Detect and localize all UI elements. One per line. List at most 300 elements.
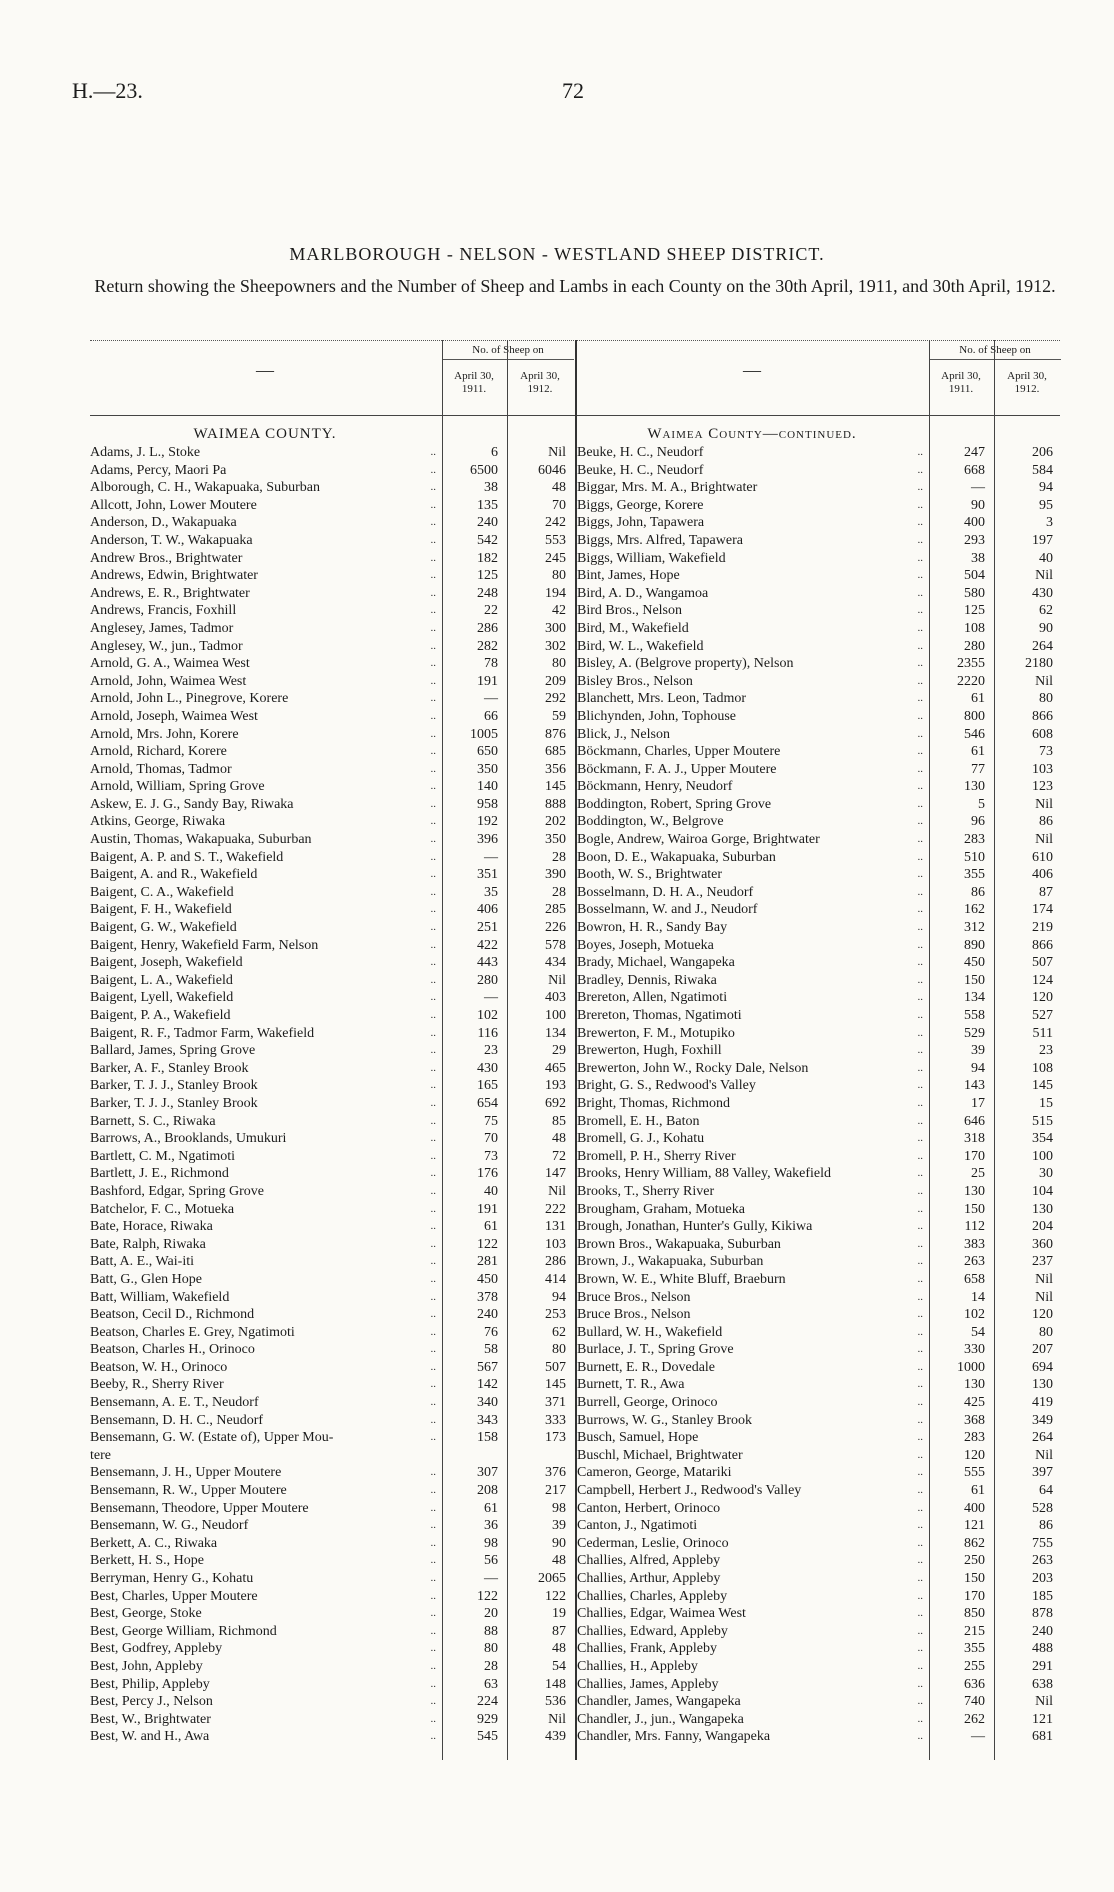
table-row [577, 866, 1060, 884]
table-row [577, 444, 1060, 462]
sheep-count-1912: 350 [545, 832, 566, 848]
owner-name: Arnold, Richard, Korere [90, 744, 227, 760]
sheep-count-1911: 2220 [957, 673, 985, 689]
table-row [90, 1236, 575, 1254]
sheep-count-1911: 66 [484, 708, 498, 724]
owner-name: Arnold, William, Spring Grove [90, 779, 265, 795]
sheep-count-1912: 2065 [538, 1571, 566, 1586]
owner-name: Baigent, Lyell, Wakefield [90, 990, 234, 1006]
sheep-count-1912: 376 [545, 1465, 566, 1481]
leader-dots: .. [430, 850, 436, 863]
owner-name: Bogle, Andrew, Wairoa Gorge, Brightwater [577, 832, 820, 848]
table-row [577, 1218, 1060, 1236]
sheep-count-1912: 507 [545, 1359, 566, 1375]
owner-name: Bensemann, J. H., Upper Moutere [90, 1465, 282, 1481]
leader-dots: .. [917, 621, 923, 634]
table-row [577, 1394, 1060, 1412]
sheep-count-1912: 145 [545, 1377, 566, 1393]
sheep-count-1912: 120 [1032, 990, 1053, 1006]
sheep-count-1911: 368 [964, 1412, 985, 1428]
owner-name: Challies, Edward, Appleby [577, 1623, 728, 1639]
owner-name: Arnold, Mrs. John, Korere [90, 726, 239, 742]
table-row [577, 796, 1060, 814]
table-row [577, 1113, 1060, 1131]
owner-name: Barrows, A., Brooklands, Umukuri [90, 1131, 287, 1147]
table-row [577, 532, 1060, 550]
table-row [577, 1464, 1060, 1482]
leader-dots: .. [430, 903, 436, 916]
sheep-count-1912: 360 [1032, 1236, 1053, 1252]
sheep-count-1912: 121 [1032, 1711, 1053, 1727]
sheep-count-1911: 430 [477, 1060, 498, 1076]
table-row [577, 901, 1060, 919]
sheep-count-1912: 692 [545, 1095, 566, 1111]
sheep-count-1912: 507 [1032, 955, 1053, 971]
owner-name: Biggs, Mrs. Alfred, Tapawera [577, 532, 743, 548]
owner-name: Challies, H., Appleby [577, 1658, 698, 1674]
sheep-count-1912: Nil [1035, 796, 1053, 812]
table-row [90, 1306, 575, 1324]
sheep-count-1911: 740 [964, 1694, 985, 1710]
sheep-count-1911: 250 [964, 1553, 985, 1569]
owner-name: Barker, T. J. J., Stanley Brook [90, 1095, 258, 1111]
leader-dots: .. [430, 956, 436, 969]
sheep-count-1911: 378 [477, 1289, 498, 1305]
table-row [90, 1271, 575, 1289]
leader-dots: .. [430, 621, 436, 634]
table-row [577, 726, 1060, 744]
sheep-count-1911: 280 [477, 972, 498, 988]
sheep-count-1912: 120 [1032, 1307, 1053, 1323]
owner-name: Adams, J. L., Stoke [90, 445, 201, 460]
table-row [577, 1306, 1060, 1324]
owner-name: Bartlett, C. M., Ngatimoti [90, 1148, 236, 1164]
owner-name: Chandler, James, Wangapeka [577, 1694, 741, 1710]
owner-name: Bosselmann, W. and J., Neudorf [577, 902, 758, 918]
sheep-count-1911: 191 [477, 1201, 498, 1217]
sheep-count-1912: 40 [1039, 550, 1053, 566]
sheep-count-1912: 23 [1039, 1043, 1053, 1059]
leader-dots: .. [430, 1343, 436, 1356]
owner-name: Arnold, Thomas, Tadmor [90, 761, 232, 777]
table-row [577, 1025, 1060, 1043]
leader-dots: .. [917, 1044, 923, 1057]
table-row [577, 831, 1060, 849]
table-row [577, 1341, 1060, 1359]
table-row [90, 1253, 575, 1271]
sheep-count-1912: 100 [1032, 1148, 1053, 1164]
sheep-count-1911: 247 [964, 445, 985, 460]
owner-name: Brewerton, John W., Rocky Dale, Nelson [577, 1060, 809, 1076]
sheep-count-1912: 465 [545, 1060, 566, 1076]
sheep-count-1911: 800 [964, 708, 985, 724]
owner-name: Bruce Bros., Nelson [577, 1307, 691, 1323]
sheep-count-1912: 59 [552, 708, 566, 724]
sheep-count-1911: 102 [964, 1307, 985, 1323]
leader-dots: .. [430, 1607, 436, 1620]
sheep-count-1912: 264 [1032, 1430, 1053, 1446]
sheep-count-1912: 878 [1032, 1606, 1053, 1622]
sheep-count-1912: 202 [545, 814, 566, 830]
table-row [90, 1165, 575, 1183]
sheep-count-1911: 293 [964, 532, 985, 548]
county-heading-continued: Waimea County—continued. [647, 426, 857, 442]
sheep-count-1912: 48 [552, 1553, 566, 1569]
owner-name: Anderson, D., Wakapuaka [90, 515, 237, 531]
owner-name: Brereton, Thomas, Ngatimoti [577, 1008, 742, 1023]
page-header [72, 78, 1042, 108]
leader-dots: .. [430, 991, 436, 1004]
leader-dots: .. [917, 1149, 923, 1162]
table-row [90, 1623, 575, 1641]
sheep-count-1911: 248 [477, 585, 498, 601]
sheep-count-1911: 70 [484, 1131, 498, 1147]
leader-dots: .. [917, 1167, 923, 1180]
leader-dots: .. [430, 1290, 436, 1303]
sheep-count-1912: 130 [1032, 1377, 1053, 1393]
sheep-count-1912: 90 [1039, 620, 1053, 636]
sheep-count-1911: 78 [484, 656, 498, 672]
sheep-count-1911: 255 [964, 1658, 985, 1674]
table-row [577, 1517, 1060, 1535]
owner-name: Bright, Thomas, Richmond [577, 1095, 730, 1111]
leader-dots: .. [430, 1519, 436, 1532]
table-row [90, 444, 575, 462]
leader-dots: .. [917, 1589, 923, 1602]
owner-name: Andrews, Francis, Foxhill [90, 603, 237, 619]
sheep-count-1912: 145 [545, 779, 566, 795]
owner-name: Best, W., Brightwater [90, 1711, 211, 1727]
table-row [577, 1728, 1060, 1746]
table-row [577, 1095, 1060, 1113]
table-row [90, 655, 575, 673]
owner-name: Askew, E. J. G., Sandy Bay, Riwaka [90, 796, 294, 812]
sheep-count-1911: 1005 [470, 726, 498, 742]
sheep-count-1912: Nil [548, 445, 566, 460]
table-row [577, 937, 1060, 955]
owner-name: Cameron, George, Matariki [577, 1465, 732, 1481]
sheep-count-1912: 414 [545, 1271, 566, 1287]
table-row [577, 972, 1060, 990]
owner-name: Bensemann, D. H. C., Neudorf [90, 1412, 264, 1428]
sheep-count-1911: 529 [964, 1025, 985, 1041]
sheep-count-1912: Nil [1035, 832, 1053, 848]
sheep-count-1911: 208 [477, 1483, 498, 1499]
owner-name: Boddington, W., Belgrove [577, 814, 724, 830]
sheep-count-1911: 61 [971, 744, 985, 760]
table-row [577, 655, 1060, 673]
leader-dots: .. [917, 727, 923, 740]
owner-name: Challies, Arthur, Appleby [577, 1571, 721, 1586]
leader-dots: .. [430, 1044, 436, 1057]
sheep-count-1911: 108 [964, 620, 985, 636]
leader-dots: .. [430, 533, 436, 546]
sheep-count-1911: 150 [964, 1201, 985, 1217]
sheep-count-1912: 123 [1032, 779, 1053, 795]
leader-dots: .. [430, 1659, 436, 1672]
sheep-count-1911: 90 [971, 497, 985, 513]
owner-name: Best, W. and H., Awa [90, 1729, 210, 1745]
leader-dots: .. [917, 516, 923, 529]
sheep-count-1912: 237 [1032, 1254, 1053, 1270]
leader-dots: .. [917, 709, 923, 722]
table-row [577, 1007, 1060, 1025]
sheep-count-1911: 850 [964, 1606, 985, 1622]
sheep-count-1911: 22 [484, 603, 498, 619]
owner-name: Bowron, H. R., Sandy Bay [577, 920, 728, 936]
table-row [90, 585, 575, 603]
leader-dots: .. [430, 1431, 436, 1444]
sheep-count-1912: 147 [545, 1166, 566, 1182]
owner-name: Alborough, C. H., Wakapuaka, Suburban [90, 480, 320, 496]
sheep-count-1912: 194 [545, 585, 566, 601]
sheep-count-1912: 694 [1032, 1359, 1053, 1375]
sheep-count-1912: 173 [545, 1430, 566, 1446]
leader-dots: .. [917, 1272, 923, 1285]
sheep-count-1912: 608 [1032, 726, 1053, 742]
owner-name: Beeby, R., Sherry River [90, 1377, 224, 1393]
sheep-count-1911: 20 [484, 1606, 498, 1622]
table-row [90, 849, 575, 867]
table-row [90, 813, 575, 831]
sheep-count-1912: 888 [545, 796, 566, 812]
owner-name: Busch, Samuel, Hope [577, 1430, 699, 1446]
sheep-count-1911: 150 [964, 1571, 985, 1586]
sheep-count-1912: 70 [552, 497, 566, 513]
owner-name: Biggar, Mrs. M. A., Brightwater [577, 480, 758, 496]
sheep-count-1911: 318 [964, 1131, 985, 1147]
sheep-count-1912: 222 [545, 1201, 566, 1217]
leader-dots: .. [430, 1378, 436, 1391]
leader-dots: .. [430, 1396, 436, 1409]
owner-name: Böckmann, Charles, Upper Moutere [577, 744, 781, 760]
sheep-count-1911: 400 [964, 515, 985, 531]
leader-dots: .. [917, 1009, 923, 1021]
owner-name: Buschl, Michael, Brightwater [577, 1447, 743, 1463]
table-row [577, 1376, 1060, 1394]
owner-name: Anderson, T. W., Wakapuaka [90, 532, 253, 548]
table-row [90, 1376, 575, 1394]
table-row [90, 1077, 575, 1095]
leader-dots: .. [430, 1466, 436, 1479]
owner-name: Blichynden, John, Tophouse [577, 708, 736, 724]
sheep-count-1912: 48 [552, 480, 566, 496]
table-row [90, 1042, 575, 1060]
sheep-count-1912: 866 [1032, 937, 1053, 953]
leader-dots: .. [430, 1554, 436, 1567]
table-row [90, 1095, 575, 1113]
table-row [577, 1570, 1060, 1588]
owner-name: Bright, G. S., Redwood's Valley [577, 1078, 756, 1094]
table-row [577, 497, 1060, 515]
leader-dots: .. [917, 692, 923, 705]
sheep-count-1912: Nil [1035, 568, 1053, 584]
leader-dots: .. [430, 797, 436, 810]
leader-dots: .. [430, 1572, 436, 1584]
table-row [90, 1113, 575, 1131]
leader-dots: .. [430, 1484, 436, 1497]
table-row [577, 954, 1060, 972]
table-row [577, 1060, 1060, 1078]
sheep-count-1911: 340 [477, 1395, 498, 1411]
table-row [577, 1042, 1060, 1060]
sheep-count-1911: 158 [477, 1430, 498, 1446]
owner-name: Campbell, Herbert J., Redwood's Valley [577, 1483, 802, 1499]
sheep-count-1912: 578 [545, 937, 566, 953]
county-heading: WAIMEA COUNTY. [193, 426, 337, 442]
sheep-count-1912: 217 [545, 1483, 566, 1499]
table-row [577, 1148, 1060, 1166]
sheep-count-1911: 54 [971, 1324, 985, 1340]
owner-name: Bashford, Edgar, Spring Grove [90, 1183, 265, 1199]
sheep-count-1911: 162 [964, 902, 985, 918]
table-row [90, 1588, 575, 1606]
sheep-count-1911: 355 [964, 1641, 985, 1657]
sheep-count-1912: 638 [1032, 1676, 1053, 1692]
sheep-count-1911: 558 [964, 1008, 985, 1023]
sheep-count-1911: — [484, 849, 498, 865]
leader-dots: .. [917, 1413, 923, 1426]
leader-dots: .. [917, 1308, 923, 1321]
sheep-count-1911: 192 [477, 814, 498, 830]
sheep-count-1911: 307 [477, 1465, 498, 1481]
owner-name: Brewerton, F. M., Motupiko [577, 1025, 735, 1041]
sheep-count-1911: 650 [477, 744, 498, 760]
sheep-count-1911: 312 [964, 920, 985, 936]
table-row [90, 1482, 575, 1500]
owner-name: Barnett, S. C., Riwaka [90, 1113, 216, 1129]
table-row [90, 1711, 575, 1729]
leader-dots: .. [917, 586, 923, 599]
left-owner-list [90, 444, 575, 1746]
sheep-count-1911: 176 [477, 1166, 498, 1182]
sheep-count-1911: 182 [477, 550, 498, 566]
sheep-count-1912: 333 [545, 1412, 566, 1428]
sheep-count-1911: 580 [964, 585, 985, 601]
owner-name: Atkins, George, Riwaka [90, 814, 226, 830]
owner-name: Best, George, Stoke [90, 1606, 202, 1622]
sheep-count-1911: 63 [484, 1676, 498, 1692]
table-row [577, 1658, 1060, 1676]
owner-name: Boddington, Robert, Spring Grove [577, 796, 772, 812]
table-row [90, 1412, 575, 1430]
sheep-count-1912: 226 [545, 920, 566, 936]
page-title: MARLBOROUGH - NELSON - WESTLAND SHEEP DISTRICT. [289, 244, 825, 264]
table-row [90, 1464, 575, 1482]
sheep-count-1912: 528 [1032, 1500, 1053, 1516]
table-row [577, 673, 1060, 691]
leader-dots: .. [430, 1413, 436, 1426]
table-row [90, 1394, 575, 1412]
sheep-count-1911: 958 [477, 796, 498, 812]
table-row [90, 1201, 575, 1219]
leader-dots: .. [917, 903, 923, 916]
leader-dots: .. [430, 569, 436, 582]
sheep-count-1912: 242 [545, 515, 566, 531]
owner-name: Bruce Bros., Nelson [577, 1289, 691, 1305]
owner-name: Baigent, F. H., Wakefield [90, 902, 232, 918]
owner-name: Austin, Thomas, Wakapuaka, Suburban [90, 832, 312, 848]
leader-dots: .. [917, 1290, 923, 1303]
leader-dots: .. [917, 498, 923, 511]
table-row [90, 1130, 575, 1148]
sheep-count-1911: 40 [484, 1183, 498, 1199]
owner-name: Biggs, George, Korere [577, 497, 704, 513]
owner-name: Best, Godfrey, Appleby [90, 1641, 223, 1657]
sheep-count-1911: 343 [477, 1412, 498, 1428]
sheep-count-1912: 302 [545, 638, 566, 654]
owner-name: Baigent, P. A., Wakefield [90, 1008, 231, 1023]
leader-dots: .. [430, 1642, 436, 1655]
owner-name: Barker, A. F., Stanley Brook [90, 1060, 249, 1076]
leader-dots: .. [917, 481, 923, 494]
sheep-count-1911: 425 [964, 1395, 985, 1411]
owner-name: Baigent, R. F., Tadmor Farm, Wakefield [90, 1025, 315, 1041]
leader-dots: .. [917, 1378, 923, 1391]
table-row [577, 1588, 1060, 1606]
sheep-count-1911: 80 [484, 1641, 498, 1657]
sheep-count-1911: 542 [477, 532, 498, 548]
right-column [577, 340, 1060, 1760]
year-1912-heading: April 30, 1912. [1007, 370, 1047, 395]
leader-dots: .. [430, 921, 436, 934]
sheep-count-1911: 56 [484, 1553, 498, 1569]
leader-dots: .. [917, 868, 923, 881]
owner-name: Batt, William, Wakefield [90, 1289, 230, 1305]
sheep-count-1912: 42 [552, 603, 566, 619]
sheep-count-1911: 86 [971, 884, 985, 900]
sheep-count-1912: 28 [552, 884, 566, 900]
owner-name: Bullard, W. H., Wakefield [577, 1324, 723, 1340]
sheep-return-table [90, 340, 1060, 1760]
sheep-count-1911: 134 [964, 990, 985, 1006]
owner-name: Bensemann, A. E. T., Neudorf [90, 1395, 259, 1411]
sheep-count-1911: 555 [964, 1465, 985, 1481]
table-row [577, 849, 1060, 867]
sheep-count-1911: 61 [971, 1483, 985, 1499]
owner-name: Bensemann, W. G., Neudorf [90, 1518, 249, 1534]
owner-name: Bird Bros., Nelson [577, 603, 682, 619]
table-row [90, 1218, 575, 1236]
sheep-count-1911: 510 [964, 849, 985, 865]
owner-name: Bosselmann, D. H. A., Neudorf [577, 884, 754, 900]
owner-name: Berkett, H. S., Hope [90, 1553, 204, 1569]
sheep-count-1912: 174 [1032, 902, 1053, 918]
owner-name: Best, Philip, Appleby [90, 1676, 210, 1692]
sheep-count-1912: 403 [545, 990, 566, 1006]
sheep-count-1912: Nil [548, 1183, 566, 1199]
table-row [577, 1289, 1060, 1307]
table-row [577, 602, 1060, 620]
table-row [90, 620, 575, 638]
sheep-count-1912: 876 [545, 726, 566, 742]
sheep-count-1912: 130 [1032, 1201, 1053, 1217]
owner-name: Böckmann, Henry, Neudorf [577, 779, 733, 795]
table-row [90, 1640, 575, 1658]
sheep-count-1911: 283 [964, 832, 985, 848]
sheep-count-1912: 685 [545, 744, 566, 760]
sheep-count-1911: 122 [477, 1588, 498, 1604]
owner-name: Beatson, W. H., Orinoco [90, 1359, 228, 1375]
sheep-count-1911: 283 [964, 1430, 985, 1446]
sheep-count-1911: 75 [484, 1113, 498, 1129]
table-row [90, 761, 575, 779]
leader-dots: .. [917, 1360, 923, 1373]
sheep-count-1911: 422 [477, 937, 498, 953]
table-row [90, 954, 575, 972]
leader-dots: .. [917, 1466, 923, 1479]
leader-dots: .. [430, 551, 436, 564]
